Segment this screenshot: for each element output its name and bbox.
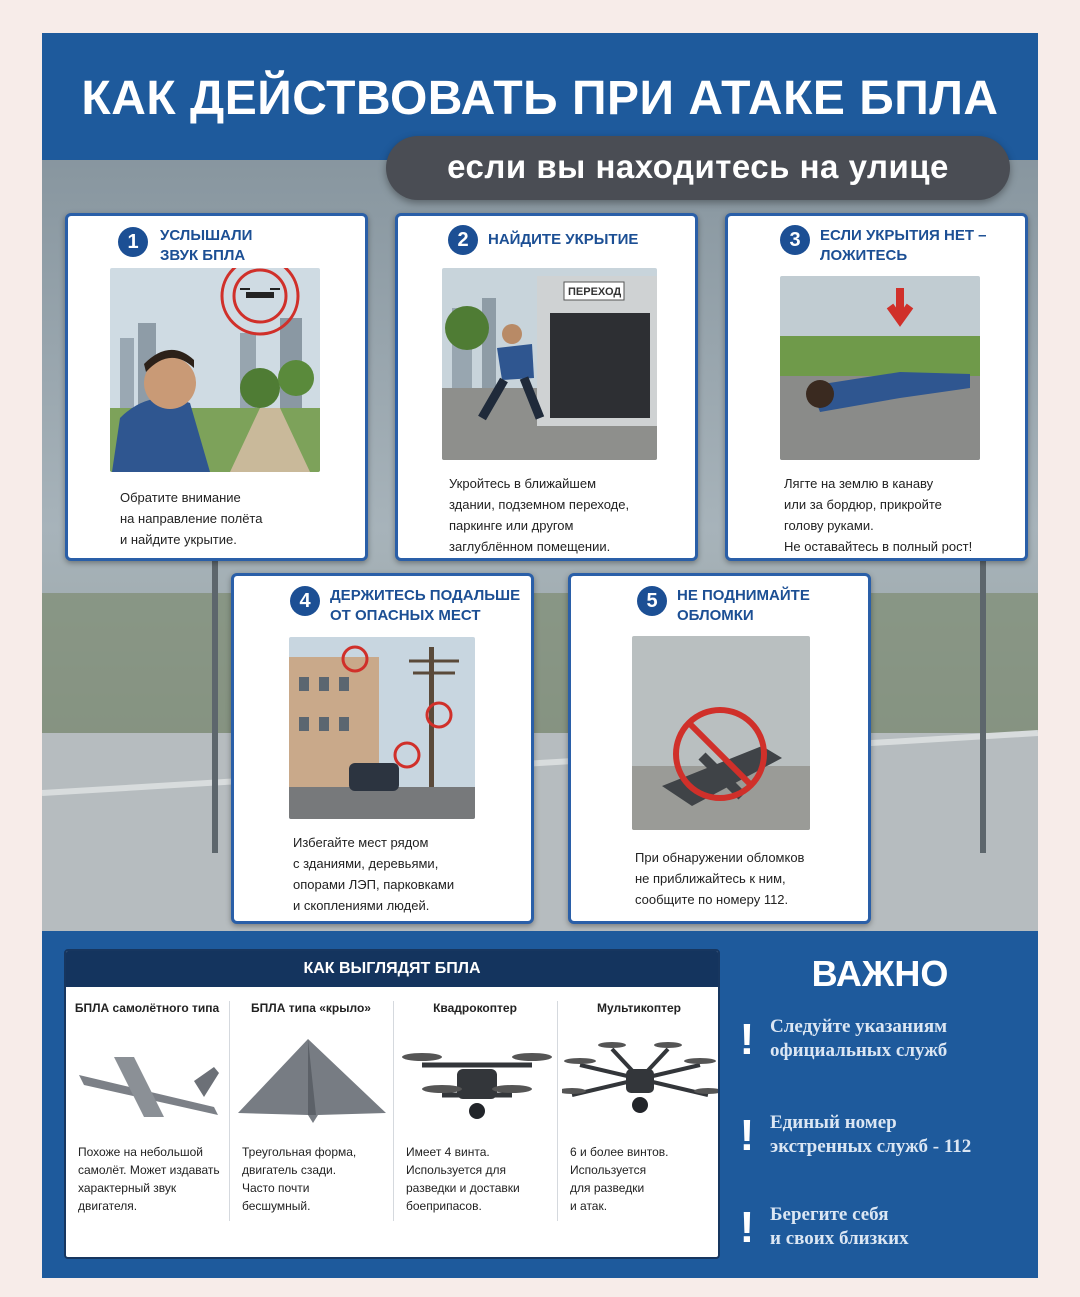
step-title: ЕСЛИ УКРЫТИЯ НЕТ – ЛОЖИТЕСЬ: [820, 227, 987, 264]
step-title: НЕ ПОДНИМАЙТЕ ОБЛОМКИ: [677, 587, 810, 624]
drone-type-desc: 6 и более винтов. Используется для разведки и атак.: [570, 1145, 669, 1213]
drone-type-multicopter: [558, 987, 720, 1257]
step-card-1: [65, 213, 368, 561]
important-item-2: [732, 1109, 1032, 1169]
step-text: Укройтесь в ближайшем здании, подземном переходе, паркинге или другом заглублённом помещении.: [449, 476, 630, 554]
drone-types-heading: КАК ВЫГЛЯДЯТ БПЛА: [66, 951, 718, 987]
lie-down-illustration: [780, 276, 980, 460]
drone-type-name: Квадрокоптер: [433, 1001, 517, 1015]
drone-type-name: БПЛА типа «крыло»: [251, 1001, 371, 1015]
important-text: Берегите себя и своих близких: [770, 1204, 909, 1249]
step-card-4: [231, 573, 534, 924]
debris-illustration: [632, 636, 810, 830]
important-text: Единый номер экстренных служб - 112: [770, 1112, 972, 1157]
drone-type-name: БПЛА самолётного типа: [74, 1001, 220, 1015]
step-title: НАЙДИТЕ УКРЫТИЕ: [488, 231, 639, 248]
step-text: Обратите внимание на направление полёта и найдите укрытие.: [120, 490, 263, 547]
drone-type-desc: Имеет 4 винта. Используется для разведки и доставки боеприпасов.: [406, 1145, 520, 1213]
subtitle: если вы находитесь на улице: [447, 148, 949, 185]
step-number: 2: [448, 225, 478, 255]
step-number: 1: [118, 227, 148, 257]
poster: [42, 33, 1038, 1278]
important-heading: ВАЖНО: [811, 953, 949, 994]
exclamation-icon: !: [739, 1015, 755, 1064]
step-card-5: [568, 573, 871, 924]
exclamation-icon: !: [739, 1203, 755, 1252]
shelter-illustration: [442, 268, 657, 460]
exclamation-icon: !: [739, 1111, 755, 1160]
shelter-sign: ПЕРЕХОД: [568, 286, 622, 298]
subtitle-pill: [386, 136, 1010, 200]
step-text: Избегайте мест рядом с зданиями, деревьями, опорами ЛЭП, парковками и скоплениями людей.: [293, 835, 455, 913]
step-card-3: [725, 213, 1028, 561]
step-title: УСЛЫШАЛИ ЗВУК БПЛА: [160, 227, 253, 264]
drone-sound-illustration: [110, 268, 320, 472]
important-item-1: [732, 1013, 1032, 1073]
step-text: При обнаружении обломков не приближайтесь к ним, сообщите по номеру 112.: [635, 850, 805, 907]
step-number: 5: [637, 586, 667, 616]
drone-type-wing: [230, 987, 392, 1257]
important-item-3: [732, 1201, 1032, 1261]
page-title: КАК ДЕЙСТВОВАТЬ ПРИ АТАКЕ БПЛА: [81, 72, 999, 125]
drone-type-quadcopter: [394, 987, 556, 1257]
step-number: 3: [780, 225, 810, 255]
airplane-drone-icon: [74, 1037, 224, 1127]
drone-type-airplane: [66, 987, 228, 1257]
drone-type-desc: Похоже на небольшой самолёт. Может издавать характерный звук двигателя.: [78, 1145, 220, 1213]
wing-drone-icon: [238, 1035, 388, 1127]
drone-type-name: Мультикоптер: [596, 1001, 682, 1015]
bottom-band: [42, 931, 1038, 1278]
step-card-2: [395, 213, 698, 561]
step-number: 4: [290, 586, 320, 616]
step-text: Лягте на землю в канаву или за бордюр, прикройте голову руками. Не оставайтесь в полный рост!: [784, 476, 973, 554]
important-text: Следуйте указаниям официальных служб: [770, 1016, 948, 1061]
step-title: ДЕРЖИТЕСЬ ПОДАЛЬШЕ ОТ ОПАСНЫХ МЕСТ: [330, 587, 521, 624]
quadcopter-icon: [402, 1035, 552, 1129]
multicopter-icon: [562, 1035, 718, 1129]
drone-type-desc: Треугольная форма, двигатель сзади. Часто почти бесшумный.: [242, 1145, 357, 1213]
drone-types-panel: [64, 949, 720, 1259]
dangerous-places-illustration: [289, 637, 475, 819]
